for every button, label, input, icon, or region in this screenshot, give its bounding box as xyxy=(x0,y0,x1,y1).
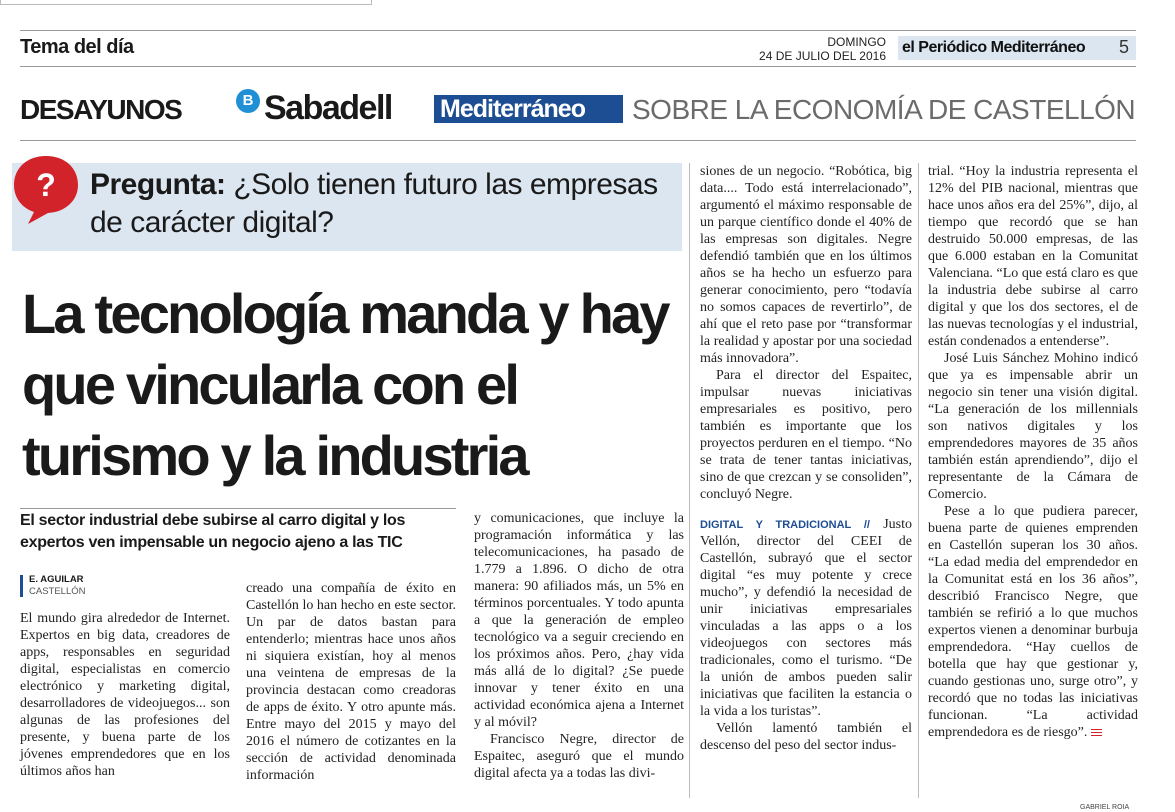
paragraph: José Luis Sánchez Mohino indicó que ya es impensable abrir un negocio sin tener una visión digital. “La generación de los millennials son nativos digitales y los emprendedores mayores de 35 años también están aprendiendo”, dijo el representante de la Cámara de Comercio. xyxy=(928,351,1138,502)
banner-title: DESAYUNOS xyxy=(20,94,182,125)
banner-bottom-rule xyxy=(20,140,1136,141)
paragraph-text: Justo Vellón, director del CEEI de Castellón, subrayó que el sector digital “es muy potente y crece mucho”, y defendió la necesidad de unir iniciativas empresariales vinculadas a las apps o a los videojuegos con sectores más tradicionales, como el turismo. “De la unión de ambos pueden salir iniciativas que faciliten la estancia o la vida a los turistas”. xyxy=(700,517,912,719)
date-block xyxy=(730,35,886,63)
byline-location: CASTELLÓN xyxy=(29,586,86,597)
svg-text:?: ? xyxy=(36,167,56,203)
article-column-2 xyxy=(246,580,456,784)
mediterraneo-logo: Mediterráneo xyxy=(434,95,623,123)
sabadell-wordmark: Sabadell xyxy=(264,89,392,127)
paragraph: creado una compañía de éxito en Castellón lo han hecho en este sector. Un par de datos bastan para entenderlo; mientras hace unos años ni siquiera existían, hoy al menos una veintena de empresas de la provincia destacan como creadoras de apps de éxito. Y otro apunte más. Entre mayo del 2015 y mayo del 2016 el número de cotizantes en la sección de actividad denominada información xyxy=(246,581,456,783)
paragraph: trial. “Hoy la industria representa el 12% del PIB nacional, mientras que hace unos años era del 25%”, dijo, al tiempo que recordó que se han destruido 50.000 empresas, de las que 6.000 estaban en la Comunitat Valenciana. “Lo que está claro es que la industria debe subirse al carro digital y que los dos sectores, el de las nuevas tecnologías y el industrial, están condenados a entenderse”. xyxy=(928,164,1138,349)
paragraph: Vellón lamentó también el descenso del peso del sector indus- xyxy=(700,721,912,753)
top-border-fragment xyxy=(0,0,372,5)
section-label: Tema del día xyxy=(20,36,134,58)
question-label: Pregunta: xyxy=(90,168,226,201)
question-body: ¿Solo tienen futuro las empresas de carácter digital? xyxy=(90,168,658,239)
inline-subhead: DIGITAL Y TRADICIONAL // xyxy=(700,519,870,531)
end-of-article-icon xyxy=(1091,729,1102,736)
photo-credit: GABRIEL ROIA xyxy=(1080,804,1130,811)
paragraph: Francisco Negre, director de Espaitec, aseguró que el mundo digital afecta ya a todas las divi- xyxy=(474,732,684,781)
paragraph xyxy=(700,516,912,720)
question-text xyxy=(90,166,670,242)
header-bottom-rule xyxy=(20,66,1136,67)
article-column-1 xyxy=(20,610,230,780)
column-divider xyxy=(918,163,919,798)
paragraph: Para el director del Espaitec, impulsar nuevas iniciativas empresariales es positivo, pero también es importante que los proyectos perduren en el tiempo. “No se trata de tener tantas iniciativas, sino de que crezcan y se consoliden”, concluyó Negre. xyxy=(700,368,912,502)
page-number: 5 xyxy=(1112,36,1136,60)
question-bubble-icon xyxy=(12,152,80,226)
date-label: 24 DE JULIO DEL 2016 xyxy=(759,49,886,63)
article-column-3 xyxy=(474,510,684,782)
column-divider xyxy=(689,163,690,798)
article-column-5 xyxy=(928,163,1138,741)
article-column-4 xyxy=(700,163,912,754)
byline-author: E. AGUILAR xyxy=(29,574,84,585)
sabadell-b-icon: B xyxy=(236,89,260,113)
banner-subtitle: SOBRE LA ECONOMÍA DE CASTELLÓN xyxy=(632,94,1136,125)
paragraph xyxy=(928,503,1138,741)
paragraph: siones de un negocio. “Robótica, big data.... Todo está interrelacionado”, argumentó el máximo responsable de un parque científico donde el 40% de las empresas son digitales. Negre defendió también que en los últimos años se ha hecho un esfuerzo para generar conocimiento, pero “todavía no somos capaces de revertirlo”, de ahí que el reto pase por “transformar la realidad y apostar por una sociedad más innovadora”. xyxy=(700,164,912,366)
subhead-rule xyxy=(20,508,456,509)
paragraph: El mundo gira alrededor de Internet. Expertos en big data, creadores de apps, responsables en seguridad digital, especialistas en comercio electrónico y marketing digital, desarrolladores de videojuegos... son algunas de las profesiones del presente, y buena parte de los jóvenes emprendedores que en los últimos años han xyxy=(20,611,230,779)
subhead: El sector industrial debe subirse al carro digital y los expertos ven impensable un negocio ajeno a las TIC xyxy=(20,512,406,551)
paper-name: el Periódico Mediterráneo xyxy=(898,36,1112,60)
headline: La tecnología manda y hay que vincularla con el turismo y la industria xyxy=(22,282,668,487)
byline-bar xyxy=(20,575,23,597)
day-label: DOMINGO xyxy=(827,35,886,49)
paragraph: y comunicaciones, que incluye la programación informática y las telecomunicaciones, ha pasado de 1.779 a 1.896. O dicho de otra manera: 90 afiliados más, un 5% en términos porcentuales. Y todo apunta a que la generación de empleo tecnológico va a seguir creciendo en los próximos años. Pero, ¿hay vida más allá de lo digital? ¿Se puede innovar y tener éxito en una actividad económica ajena a Internet y al móvil? xyxy=(474,511,684,730)
paragraph-text: Pese a lo que pudiera parecer, buena parte de quienes emprenden en Castellón superan los 30 años. “La edad media del emprendedor en la Comunitat está en los 36 años”, describió Francisco Negre, que también se refirió a lo que muchos expertos vienen a denominar burbuja emprendedora. “Hay cuellos de botella que hay que gestionar y, cuando gestionas uno, surge otro”, y recordó que no todas las iniciativas funcionan. “La actividad emprendedora es de riesgo”. xyxy=(928,504,1138,740)
header-top-rule xyxy=(20,30,1136,31)
